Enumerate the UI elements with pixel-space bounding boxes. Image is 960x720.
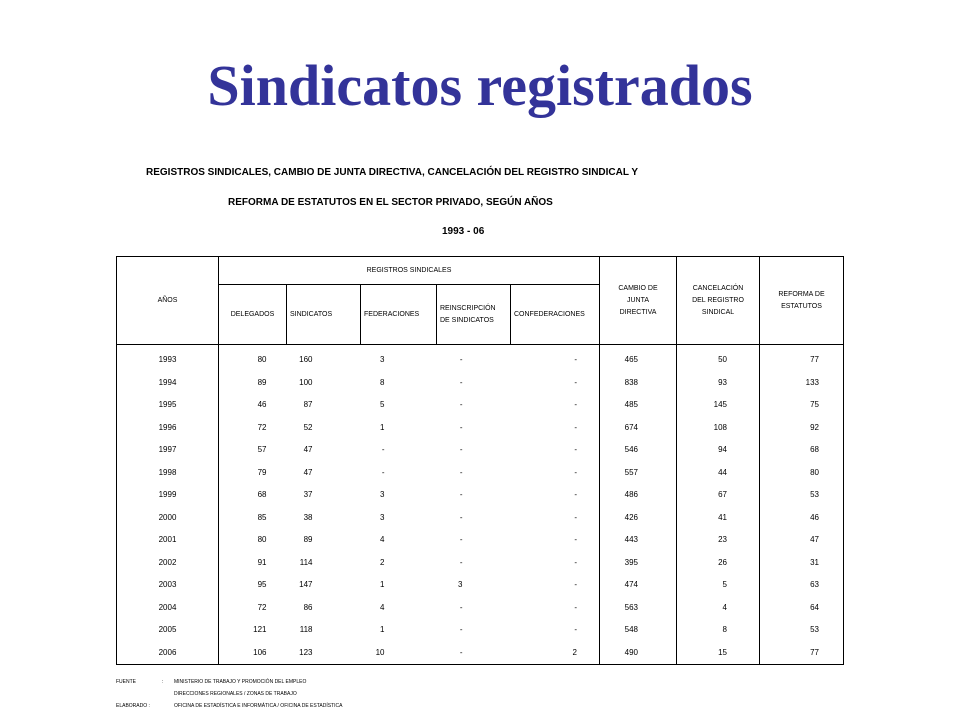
cell-delegados: 68 xyxy=(257,490,267,500)
cell-reinscripcion: - xyxy=(459,535,463,545)
cell-year: 1999 xyxy=(117,484,219,507)
cell-reinscripcion: - xyxy=(459,377,463,387)
cell-confederaciones: - xyxy=(511,417,600,440)
cell-cancelacion: 5 xyxy=(677,574,760,597)
cell-reforma: 31 xyxy=(760,552,844,575)
cell-federaciones: 4 xyxy=(380,602,385,612)
cell-delegados: 89 xyxy=(257,377,267,387)
header-cancelacion-line-2: DEL REGISTRO xyxy=(692,296,744,304)
cell-cancelacion: 8 xyxy=(677,619,760,642)
header-federaciones: FEDERACIONES xyxy=(361,285,437,345)
footer-source-label: FUENTE xyxy=(116,679,136,685)
cell-cambio-junta: 490 xyxy=(600,642,677,665)
cell-delegados: 80 xyxy=(257,535,267,545)
table-row xyxy=(117,574,844,597)
cell-cancelacion: 67 xyxy=(677,484,760,507)
cell-cambio-junta: 443 xyxy=(600,529,677,552)
cell-year: 1998 xyxy=(117,462,219,485)
footer-source-2: DIRECCIONES REGIONALES / ZONAS DE TRABAJO xyxy=(174,691,297,697)
cell-delegados: 85 xyxy=(257,512,267,522)
cell-reinscripcion: - xyxy=(459,490,463,500)
footer-prepared xyxy=(116,703,342,709)
cell-federaciones: - xyxy=(381,445,385,455)
cell-sindicatos: 86 xyxy=(303,602,313,612)
cell-cancelacion: 44 xyxy=(677,462,760,485)
header-cambio-junta-line-1: CAMBIO DE xyxy=(618,284,658,292)
cell-reinscripcion: - xyxy=(459,355,463,365)
cell-cambio-junta: 674 xyxy=(600,417,677,440)
cell-reforma: 80 xyxy=(760,462,844,485)
cell-reinscripcion: 3 xyxy=(458,580,463,590)
cell-confederaciones: - xyxy=(511,462,600,485)
cell-sindicatos: 100 xyxy=(299,377,313,387)
cell-cambio-junta: 557 xyxy=(600,462,677,485)
cell-reinscripcion: - xyxy=(459,445,463,455)
cell-federaciones: 8 xyxy=(380,377,385,387)
cell-cambio-junta: 485 xyxy=(600,394,677,417)
cell-sindicatos: 160 xyxy=(299,355,313,365)
cell-delegados: 106 xyxy=(219,642,287,665)
table-row xyxy=(117,552,844,575)
cell-sindicatos: 114 xyxy=(299,557,313,567)
cell-reinscripcion: - xyxy=(459,400,463,410)
cell-federaciones: 4 xyxy=(380,535,385,545)
header-cambio-junta-line-2: JUNTA xyxy=(626,296,650,304)
cell-year: 2000 xyxy=(117,507,219,530)
cell-sindicatos: 37 xyxy=(303,490,313,500)
cell-reforma: 53 xyxy=(760,484,844,507)
cell-confederaciones: - xyxy=(511,394,600,417)
cell-delegados: 79 xyxy=(257,467,267,477)
cell-cancelacion: 23 xyxy=(677,529,760,552)
header-years: AÑOS xyxy=(117,257,219,345)
cell-sindicatos: 38 xyxy=(303,512,313,522)
cell-sindicatos: 47 xyxy=(303,445,313,455)
table-row xyxy=(117,642,844,665)
cell-sindicatos: 118 xyxy=(299,625,313,635)
header-confederaciones: CONFEDERACIONES xyxy=(511,285,600,345)
table-subtitle-line-1: REGISTROS SINDICALES, CAMBIO DE JUNTA DIRECTIVA, CANCELACIÓN DEL REGISTRO SINDICAL Y xyxy=(146,167,639,178)
cell-reforma: 77 xyxy=(760,642,844,665)
table-row xyxy=(117,507,844,530)
cell-sindicatos: 47 xyxy=(303,467,313,477)
cell-reforma: 77 xyxy=(760,345,844,372)
table-row xyxy=(117,345,844,372)
cell-cambio-junta: 426 xyxy=(600,507,677,530)
header-reforma xyxy=(760,257,844,345)
header-cancelacion-line-1: CANCELACIÓN xyxy=(692,284,744,292)
cell-cancelacion: 145 xyxy=(677,394,760,417)
cell-confederaciones: 2 xyxy=(511,642,600,665)
table-row xyxy=(117,417,844,440)
cell-reinscripcion: - xyxy=(459,467,463,477)
cell-confederaciones: - xyxy=(511,552,600,575)
cell-delegados: 46 xyxy=(257,400,267,410)
header-reinscripcion xyxy=(437,285,511,345)
cell-sindicatos: 123 xyxy=(287,642,361,665)
cell-year: 1997 xyxy=(117,439,219,462)
cell-delegados: 95 xyxy=(257,580,267,590)
cell-cambio-junta: 548 xyxy=(600,619,677,642)
table-row xyxy=(117,372,844,395)
cell-delegados: 57 xyxy=(257,445,267,455)
cell-year: 1994 xyxy=(117,372,219,395)
cell-confederaciones: - xyxy=(511,529,600,552)
cell-year: 2006 xyxy=(117,642,219,665)
header-reinscripcion-line-1: REINSCRIPCIÓN xyxy=(440,304,496,312)
cell-year: 2003 xyxy=(117,574,219,597)
cell-reforma: 63 xyxy=(760,574,844,597)
cell-reforma: 47 xyxy=(760,529,844,552)
cell-reinscripcion: - xyxy=(437,642,511,665)
cell-federaciones: 3 xyxy=(380,355,385,365)
cell-delegados: 72 xyxy=(257,602,267,612)
header-registros-sindicales: REGISTROS SINDICALES xyxy=(219,257,600,285)
header-reforma-line-1: REFORMA DE xyxy=(778,290,825,298)
cell-year: 1993 xyxy=(117,345,219,372)
table-subtitle-line-2: REFORMA DE ESTATUTOS EN EL SECTOR PRIVADO, SEGÚN AÑOS xyxy=(228,197,553,208)
cell-delegados: 80 xyxy=(257,355,267,365)
cell-cambio-junta: 474 xyxy=(600,574,677,597)
header-delegados: DELEGADOS xyxy=(219,285,287,345)
cell-reinscripcion: - xyxy=(459,422,463,432)
page-title: Sindicatos registrados xyxy=(207,53,753,118)
cell-reforma: 64 xyxy=(760,597,844,620)
cell-reforma: 92 xyxy=(760,417,844,440)
cell-confederaciones: - xyxy=(511,574,600,597)
footer-source-text: MINISTERIO DE TRABAJO Y PROMOCIÓN DEL EMPLEO xyxy=(174,679,307,685)
cell-delegados: 72 xyxy=(257,422,267,432)
table-row xyxy=(117,462,844,485)
cell-delegados: 121 xyxy=(253,625,267,635)
cell-federaciones: 3 xyxy=(380,490,385,500)
cell-cambio-junta: 838 xyxy=(600,372,677,395)
cell-federaciones: 3 xyxy=(380,512,385,522)
header-cancelacion-line-3: SINDICAL xyxy=(701,308,735,316)
cell-year: 2002 xyxy=(117,552,219,575)
header-sindicatos: SINDICATOS xyxy=(287,285,361,345)
cell-cambio-junta: 395 xyxy=(600,552,677,575)
cell-federaciones: 2 xyxy=(380,557,385,567)
cell-reforma: 53 xyxy=(760,619,844,642)
cell-reinscripcion: - xyxy=(459,512,463,522)
cell-reforma: 46 xyxy=(760,507,844,530)
footer-prepared-label: ELABORADO : xyxy=(116,703,150,709)
cell-cancelacion: 26 xyxy=(677,552,760,575)
cell-cambio-junta: 486 xyxy=(600,484,677,507)
cell-cancelacion: 93 xyxy=(677,372,760,395)
cell-confederaciones: - xyxy=(511,345,600,372)
cell-cancelacion: 4 xyxy=(677,597,760,620)
cell-federaciones: 1 xyxy=(380,580,385,590)
table-row xyxy=(117,394,844,417)
cell-reinscripcion: - xyxy=(459,625,463,635)
cell-cancelacion: 41 xyxy=(677,507,760,530)
footer-prepared-text: OFICINA DE ESTADÍSTICA E INFORMÁTICA / OFICINA DE ESTADÍSTICA xyxy=(174,703,343,709)
cell-federaciones: 10 xyxy=(361,642,437,665)
cell-cancelacion: 94 xyxy=(677,439,760,462)
cell-cancelacion: 15 xyxy=(677,642,760,665)
cell-confederaciones: - xyxy=(511,372,600,395)
cell-reforma: 75 xyxy=(760,394,844,417)
cell-cambio-junta: 563 xyxy=(600,597,677,620)
table-row xyxy=(117,484,844,507)
cell-federaciones: 1 xyxy=(380,625,385,635)
cell-confederaciones: - xyxy=(511,439,600,462)
cell-year: 1996 xyxy=(117,417,219,440)
cell-reforma: 68 xyxy=(760,439,844,462)
cell-sindicatos: 89 xyxy=(303,535,313,545)
cell-reinscripcion: - xyxy=(459,557,463,567)
cell-sindicatos: 147 xyxy=(299,580,313,590)
cell-year: 1995 xyxy=(117,394,219,417)
cell-year: 2005 xyxy=(117,619,219,642)
cell-confederaciones: - xyxy=(511,484,600,507)
cell-confederaciones: - xyxy=(511,507,600,530)
header-cambio-junta xyxy=(600,257,677,345)
cell-cambio-junta: 465 xyxy=(600,345,677,372)
cell-federaciones: 5 xyxy=(380,400,385,410)
cell-sindicatos: 87 xyxy=(303,400,313,410)
cell-reinscripcion: - xyxy=(459,602,463,612)
cell-cancelacion: 108 xyxy=(677,417,760,440)
table-period: 1993 - 06 xyxy=(442,226,485,237)
cell-cancelacion: 50 xyxy=(677,345,760,372)
table-row xyxy=(117,439,844,462)
header-reinscripcion-line-2: DE SINDICATOS xyxy=(440,316,494,324)
table-row xyxy=(117,529,844,552)
header-reforma-line-2: ESTATUTOS xyxy=(781,302,822,310)
footer-source: FUENTE : MINISTERIO DE TRABAJO Y PROMOCIÓN DEL EMPLEO xyxy=(116,679,307,685)
cell-reforma: 133 xyxy=(760,372,844,395)
table-row xyxy=(117,597,844,620)
header-cancelacion xyxy=(677,257,760,345)
cell-sindicatos: 52 xyxy=(303,422,313,432)
header-cambio-junta-line-3: DIRECTIVA xyxy=(619,308,657,316)
cell-year: 2004 xyxy=(117,597,219,620)
cell-federaciones: 1 xyxy=(380,422,385,432)
cell-delegados: 91 xyxy=(257,557,267,567)
union-registry-table xyxy=(116,256,844,665)
cell-year: 2001 xyxy=(117,529,219,552)
cell-confederaciones: - xyxy=(511,619,600,642)
cell-confederaciones: - xyxy=(511,597,600,620)
cell-cambio-junta: 546 xyxy=(600,439,677,462)
table-row xyxy=(117,619,844,642)
cell-federaciones: - xyxy=(381,467,385,477)
